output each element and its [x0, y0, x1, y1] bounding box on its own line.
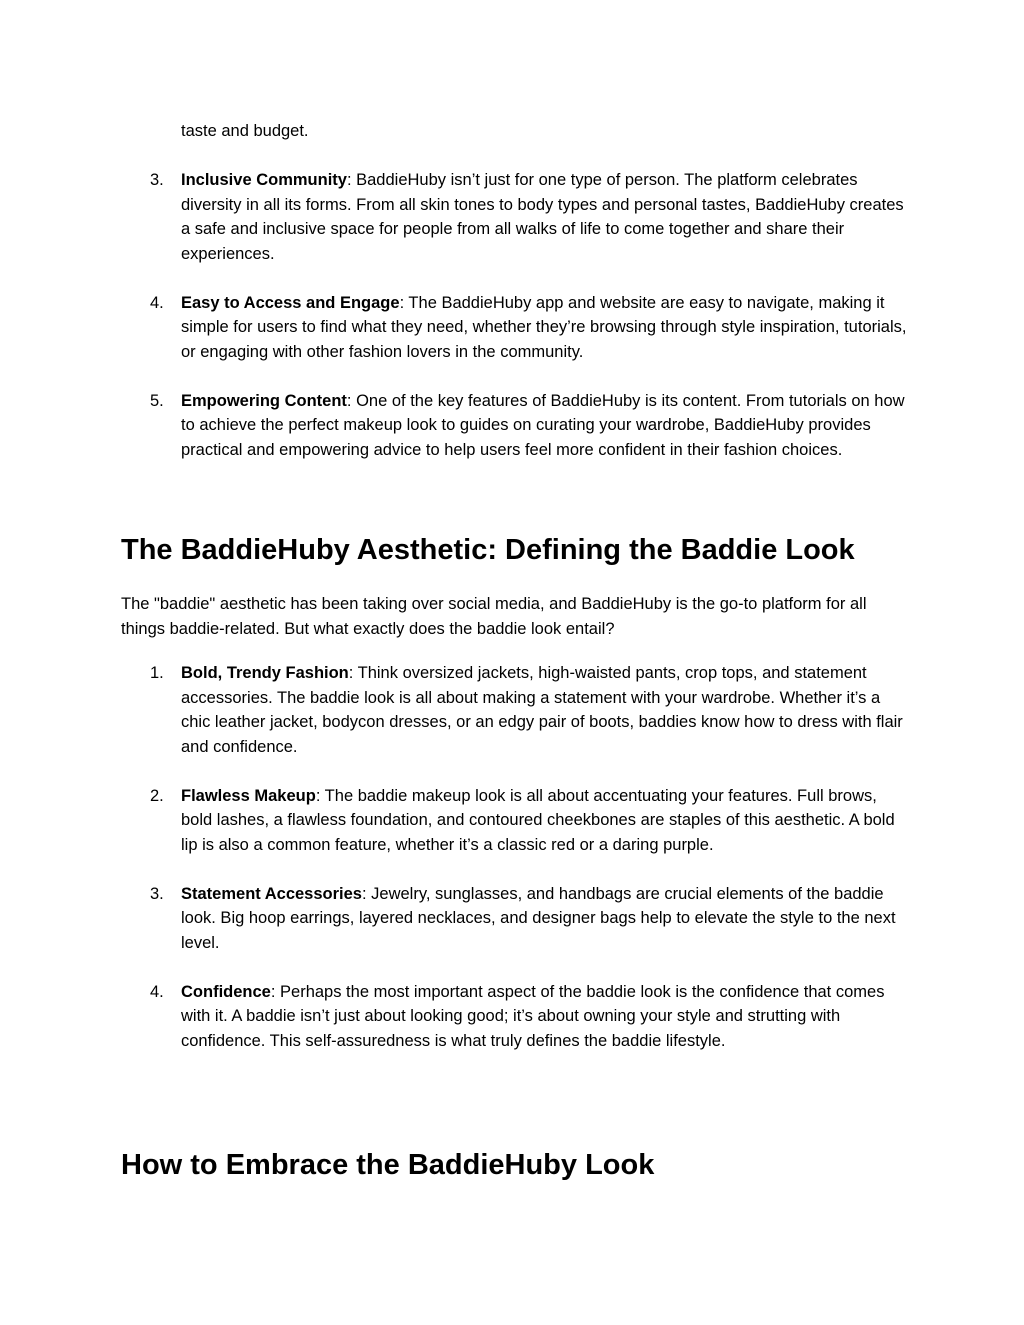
list-item	[121, 661, 911, 759]
list-item-text: : BaddieHuby isn’t just for one type of person. The platform celebrates diversity in all its forms. From all skin tones to body types and personal tastes, BaddieHuby creates a safe and inclusive space for people from all walks of life to come together and share their experiences.	[181, 171, 904, 263]
aesthetic-intro-paragraph: The "baddie" aesthetic has been taking over social media, and BaddieHuby is the go-to platform for all things baddie-related. But what exactly does the baddie look entail?	[121, 595, 867, 638]
list-item	[121, 784, 911, 858]
list-item-text: : Jewelry, sunglasses, and handbags are crucial elements of the baddie look. Big hoop earrings, layered necklaces, and designer bags help to elevate the style to the next level.	[181, 884, 896, 952]
section-heading-embrace: How to Embrace the BaddieHuby Look	[121, 1149, 655, 1181]
list-item-term: Inclusive Community	[181, 171, 347, 189]
section-heading-aesthetic: The BaddieHuby Aesthetic: Defining the Baddie Look	[121, 534, 855, 566]
list-item-number: 1.	[150, 664, 164, 682]
list-item	[121, 882, 911, 956]
intro-continuation: taste and budget.	[181, 122, 309, 140]
list-item	[121, 291, 911, 365]
list-item	[121, 389, 911, 463]
list-item-number: 3.	[150, 171, 164, 189]
list-item-number: 3.	[150, 884, 164, 903]
list-item-term: Bold, Trendy Fashion	[181, 664, 349, 682]
list-item-term: Easy to Access and Engage	[181, 293, 400, 312]
list-item-term: Confidence	[181, 982, 271, 1001]
feature-list	[121, 168, 911, 462]
list-item-text: : One of the key features of BaddieHuby is its content. From tutorials on how to achieve the perfect makeup look to guides on curating your wardrobe, BaddieHuby provides practical and empowering advice to help users feel more confident in their fashion choices.	[181, 391, 905, 459]
list-item-number: 5.	[150, 391, 164, 410]
list-item-text: : Think oversized jackets, high-waisted pants, crop tops, and statement accessories. The baddie look is all about making a statement with your wardrobe. Whether it’s a chic leather jacket, bodycon dresses, or an edgy pair of boots, baddies know how to dress with flair and confidence.	[181, 664, 903, 756]
list-item-term: Flawless Makeup	[181, 786, 316, 805]
list-item-text: : The BaddieHuby app and website are easy to navigate, making it simple for users to find what they need, whether they’re browsing through style inspiration, tutorials, or engaging with other fashion lovers in the community.	[181, 293, 907, 361]
list-item-number: 4.	[150, 293, 164, 312]
list-item-term: Empowering Content	[181, 391, 347, 410]
list-item-number: 2.	[150, 786, 164, 805]
aesthetic-list	[121, 661, 911, 1053]
list-item-term: Statement Accessories	[181, 884, 362, 903]
list-item	[121, 980, 911, 1054]
list-item-text: : Perhaps the most important aspect of the baddie look is the confidence that comes with it. A baddie isn’t just about looking good; it’s about owning your style and strutting with confidence. This self-assuredness is what truly defines the baddie lifestyle.	[181, 982, 885, 1050]
list-item-number: 4.	[150, 982, 164, 1001]
list-item-text: : The baddie makeup look is all about accentuating your features. Full brows, bold lashes, a flawless foundation, and contoured cheekbones are staples of this aesthetic. A bold lip is also a common feature, whether it’s a classic red or a daring purple.	[181, 786, 895, 854]
list-item	[121, 168, 911, 266]
